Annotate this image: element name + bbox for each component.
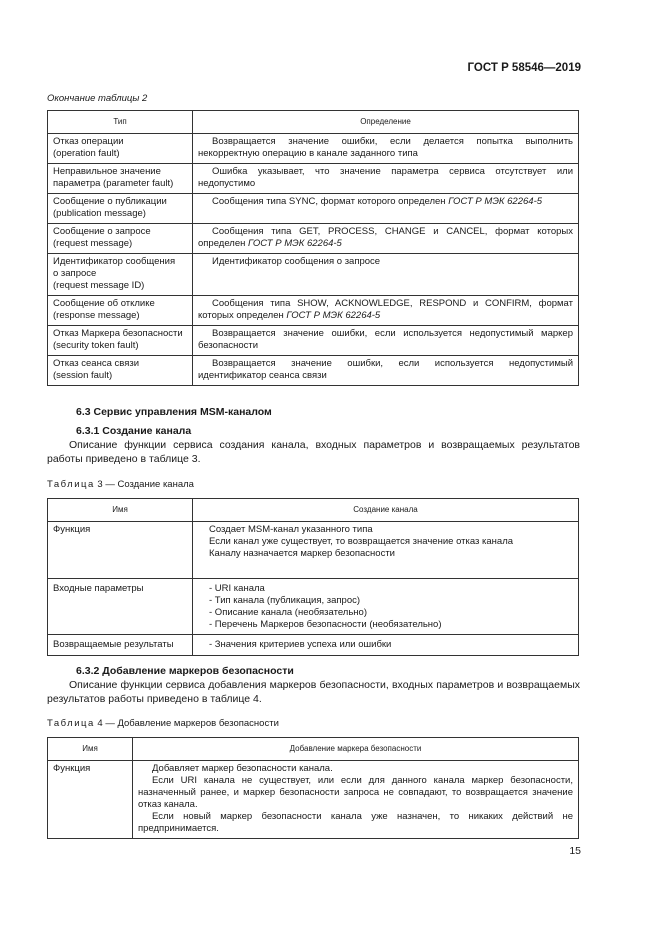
table2-type: Неправильное значение параметра (parameter fault): [48, 164, 193, 194]
value-line: - Перечень Маркеров безопасности (необязательно): [209, 619, 442, 630]
table4-caption-label: Таблица: [47, 718, 95, 729]
standard-ref: ГОСТ Р МЭК 62264-5: [248, 238, 342, 249]
value-paragraph: Добавляет маркер безопасности канала.: [152, 763, 333, 774]
section-6-3-2-text: Описание функции сервиса добавления маркеров безопасности, входных параметров и возвращаемых результатов работы приведено в таблице 4.: [47, 679, 580, 705]
table2: [47, 110, 579, 386]
table2-type: Сообщение о запросе (request message): [48, 224, 193, 254]
def-text: Сообщения типа GET, PROCESS, CHANGE и CANCEL, формат которых определен: [198, 226, 573, 249]
table-row: [48, 326, 579, 356]
table2-def: [193, 194, 579, 224]
table3-header-name: Имя: [48, 499, 193, 522]
table-row: [48, 194, 579, 224]
section-6-3-1-text: Описание функции сервиса создания канала, входных параметров и возвращаемых результатов работы приведено в таблице 3.: [47, 439, 580, 465]
table2-def: Ошибка указывает, что значение параметра сервиса отсутствует или недопустимо: [193, 164, 579, 194]
document-code: ГОСТ Р 58546—2019: [467, 62, 581, 74]
value-line: - Описание канала (необязательно): [209, 607, 367, 618]
table3-value: [193, 579, 579, 635]
table4: [47, 737, 579, 839]
table2-def: Возвращается значение ошибки, если используется недопустимый идентификатор сеанса связи: [193, 356, 579, 386]
value-line: - Значения критериев успеха или ошибки: [209, 639, 392, 650]
table3-value: [193, 635, 579, 656]
value-line: Если канал уже существует, то возвращается значение отказ канала: [209, 536, 514, 547]
table-row: [48, 134, 579, 164]
table2-type: Отказ сеанса связи (session fault): [48, 356, 193, 386]
table-row: [48, 296, 579, 326]
table2-type: Отказ операции (operation fault): [48, 134, 193, 164]
value-paragraph: Если URI канала не существует, или если для данного канала маркер безопасности, назначенный ранее, и маркер безопасности запроса не совпадают, то возвращается значение отказ канала.: [138, 775, 573, 810]
page-number: 15: [569, 845, 581, 857]
table2-def: Возвращается значение ошибки, если делается попытка выполнить некорректную операцию в канале заданного типа: [193, 134, 579, 164]
standard-ref: ГОСТ Р МЭК 62264-5: [448, 196, 543, 207]
table2-def: Идентификатор сообщения о запросе: [193, 254, 579, 296]
table-row: [48, 522, 579, 579]
section-6-3-1-title: 6.3.1 Создание канала: [76, 425, 192, 437]
table3-name: Возвращаемые результаты: [48, 635, 193, 656]
table2-def: [193, 296, 579, 326]
value-line: - Тип канала (публикация, запрос): [209, 595, 361, 606]
table-row: [48, 761, 579, 839]
table2-caption: Окончание таблицы 2: [47, 93, 148, 104]
section-6-3-title: 6.3 Сервис управления MSM-каналом: [76, 406, 272, 418]
table4-name: Функция: [48, 761, 133, 839]
table2-def: Возвращается значение ошибки, если используется недопустимый маркер безопасности: [193, 326, 579, 356]
table3-caption-rest: 3 — Создание канала: [97, 479, 194, 490]
standard-ref: ГОСТ Р МЭК 62264-5: [286, 310, 381, 321]
table-row: [48, 635, 579, 656]
value-line: Создает MSM-канал указанного типа: [209, 524, 373, 535]
table-row: [48, 224, 579, 254]
value-line: Каналу назначается маркер безопасности: [209, 548, 395, 559]
def-text: Сообщения типа SYNC, формат которого определен: [212, 196, 446, 207]
table2-def: [193, 224, 579, 254]
def-text: Сообщения типа SHOW, ACKNOWLEDGE, RESPOND и CONFIRM, формат которых определен: [198, 298, 573, 321]
table-row: [48, 254, 579, 296]
table4-value: [133, 761, 579, 839]
table4-header-name: Имя: [48, 738, 133, 761]
table-row: [48, 164, 579, 194]
table3-name: Входные параметры: [48, 579, 193, 635]
table4-header-value: Добавление маркера безопасности: [133, 738, 579, 761]
table4-caption: [47, 718, 279, 729]
section-6-3-2-title: 6.3.2 Добавление маркеров безопасности: [76, 665, 294, 677]
table3-name: Функция: [48, 522, 193, 579]
value-paragraph: Если новый маркер безопасности канала уже назначен, то никаких действий не предпринимается.: [138, 811, 573, 834]
value-line: - URI канала: [209, 583, 265, 594]
table2-type: Идентификатор сообщения о запросе (request message ID): [48, 254, 193, 296]
table2-header-type: Тип: [48, 111, 193, 134]
table2-header-def: Определение: [193, 111, 579, 134]
table-row: [48, 356, 579, 386]
table3: [47, 498, 579, 656]
table3-caption-label: Таблица: [47, 479, 95, 490]
table3-value: [193, 522, 579, 579]
table-row: [48, 579, 579, 635]
table4-caption-rest: 4 — Добавление маркеров безопасности: [97, 718, 279, 729]
table2-type: Сообщение о публикации (publication message): [48, 194, 193, 224]
table3-header-value: Создание канала: [193, 499, 579, 522]
table3-caption: [47, 479, 194, 490]
table2-type: Сообщение об отклике (response message): [48, 296, 193, 326]
table2-type: Отказ Маркера безопасности (security token fault): [48, 326, 193, 356]
